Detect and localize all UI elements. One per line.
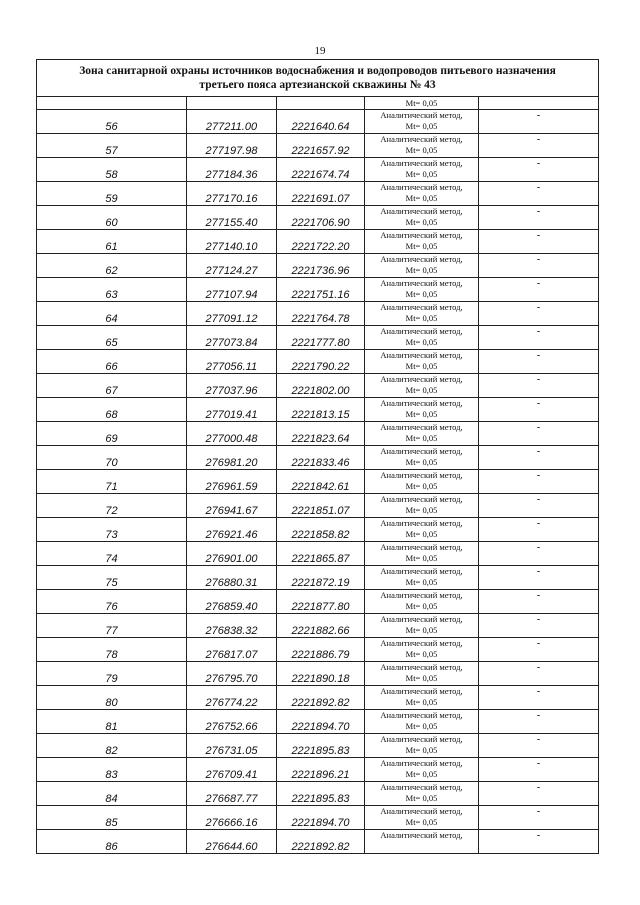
method-cell xyxy=(365,422,479,446)
method-cell xyxy=(365,494,479,518)
table-row xyxy=(37,110,599,134)
point-number-cell: 63 xyxy=(37,278,187,302)
method-cell xyxy=(365,350,479,374)
x-coordinate-cell: 276921.46 xyxy=(187,518,277,542)
precision-label: Mt= 0,05 xyxy=(405,720,438,731)
y-coordinate-cell: 2221865.87 xyxy=(277,542,365,566)
table-row xyxy=(37,158,599,182)
point-number-cell: 81 xyxy=(37,710,187,734)
y-coordinate-cell: 2221674.74 xyxy=(277,158,365,182)
point-number-cell: 60 xyxy=(37,206,187,230)
precision-label: Mt= 0,05 xyxy=(405,432,438,443)
table-row xyxy=(37,398,599,422)
y-coordinate-cell: 2221736.96 xyxy=(277,254,365,278)
precision-label: Mt= 0,05 xyxy=(405,528,438,539)
precision-label: Mt= 0,05 xyxy=(405,576,438,587)
tolerance-cell: - xyxy=(479,638,599,662)
method-label: Аналитический метод, xyxy=(380,614,463,624)
x-coordinate-cell: 276644.60 xyxy=(187,830,277,854)
y-coordinate-cell: 2221722.20 xyxy=(277,230,365,254)
method-label: Аналитический метод, xyxy=(380,326,463,336)
method-cell xyxy=(365,182,479,206)
tolerance-cell: - xyxy=(479,182,599,206)
x-coordinate-cell: 276687.77 xyxy=(187,782,277,806)
method-label: Аналитический метод, xyxy=(380,350,463,360)
method-cell xyxy=(365,134,479,158)
point-number-cell: 80 xyxy=(37,686,187,710)
y-coordinate-cell: 2221851.07 xyxy=(277,494,365,518)
tolerance-cell: - xyxy=(479,326,599,350)
y-coordinate-cell: 2221833.46 xyxy=(277,446,365,470)
precision-label: Mt= 0,05 xyxy=(405,240,438,251)
x-coordinate-cell: 276941.67 xyxy=(187,494,277,518)
precision-label: Mt= 0,05 xyxy=(405,456,438,467)
x-coordinate-cell: 277197.98 xyxy=(187,134,277,158)
point-number-cell: 62 xyxy=(37,254,187,278)
method-label: Аналитический метод, xyxy=(380,254,463,264)
table-row xyxy=(37,254,599,278)
table-row xyxy=(37,614,599,638)
method-label: Аналитический метод, xyxy=(380,662,463,672)
method-cell xyxy=(365,590,479,614)
precision-label: Mt= 0,05 xyxy=(405,264,438,275)
tolerance-cell: - xyxy=(479,662,599,686)
x-coordinate-cell: 277170.16 xyxy=(187,182,277,206)
table-row xyxy=(37,278,599,302)
precision-label: Mt= 0,05 xyxy=(405,696,438,707)
tolerance-cell: - xyxy=(479,110,599,134)
method-cell xyxy=(365,542,479,566)
point-number-cell: 79 xyxy=(37,662,187,686)
precision-label: Mt= 0,05 xyxy=(405,288,438,299)
x-coordinate-cell: 276752.66 xyxy=(187,710,277,734)
x-coordinate-cell: 276817.07 xyxy=(187,638,277,662)
tolerance-cell: - xyxy=(479,686,599,710)
precision-label: Mt= 0,05 xyxy=(405,480,438,491)
point-number-cell: 56 xyxy=(37,110,187,134)
table-row xyxy=(37,734,599,758)
x-coordinate-cell: 276666.16 xyxy=(187,806,277,830)
method-cell xyxy=(365,662,479,686)
point-number-cell: 82 xyxy=(37,734,187,758)
method-cell xyxy=(365,230,479,254)
method-label: Аналитический метод, xyxy=(380,806,463,816)
method-label: Аналитический метод, xyxy=(380,542,463,552)
point-number-cell: 75 xyxy=(37,566,187,590)
point-number-cell: 65 xyxy=(37,326,187,350)
y-coordinate-cell: 2221895.83 xyxy=(277,734,365,758)
precision-label: Mt= 0,05 xyxy=(405,768,438,779)
table-row xyxy=(37,374,599,398)
table-row xyxy=(37,182,599,206)
x-coordinate-cell: 276961.59 xyxy=(187,470,277,494)
method-cell xyxy=(365,710,479,734)
x-coordinate-cell: 276901.00 xyxy=(187,542,277,566)
precision-label: Mt= 0,05 xyxy=(405,168,438,179)
tolerance-cell: - xyxy=(479,758,599,782)
point-number-cell: 85 xyxy=(37,806,187,830)
point-number-cell: 67 xyxy=(37,374,187,398)
y-coordinate-cell: 2221813.15 xyxy=(277,398,365,422)
precision-label: Mt= 0,05 xyxy=(405,600,438,611)
y-coordinate-cell: 2221691.07 xyxy=(277,182,365,206)
tolerance-cell: - xyxy=(479,230,599,254)
precision-label: Mt= 0,05 xyxy=(405,408,438,419)
point-number-cell: 58 xyxy=(37,158,187,182)
table-row xyxy=(37,566,599,590)
table-row xyxy=(37,590,599,614)
continued-num-cell xyxy=(37,97,187,110)
x-coordinate-cell: 277019.41 xyxy=(187,398,277,422)
x-coordinate-cell: 277000.48 xyxy=(187,422,277,446)
precision-label: Mt= 0,05 xyxy=(405,624,438,635)
table-row xyxy=(37,230,599,254)
x-coordinate-cell: 276981.20 xyxy=(187,446,277,470)
method-label: Аналитический метод, xyxy=(380,158,463,168)
method-cell xyxy=(365,734,479,758)
precision-label: Mt= 0,05 xyxy=(405,312,438,323)
tolerance-cell: - xyxy=(479,254,599,278)
precision-label: Mt= 0,05 xyxy=(405,504,438,515)
x-coordinate-cell: 277037.96 xyxy=(187,374,277,398)
y-coordinate-cell: 2221877.80 xyxy=(277,590,365,614)
y-coordinate-cell: 2221886.79 xyxy=(277,638,365,662)
y-coordinate-cell: 2221892.82 xyxy=(277,686,365,710)
point-number-cell: 66 xyxy=(37,350,187,374)
y-coordinate-cell: 2221790.22 xyxy=(277,350,365,374)
table-row xyxy=(37,710,599,734)
method-cell xyxy=(365,782,479,806)
tolerance-cell: - xyxy=(479,806,599,830)
table-row xyxy=(37,758,599,782)
precision-label: Mt= 0,05 xyxy=(405,816,438,827)
point-number-cell: 59 xyxy=(37,182,187,206)
tolerance-cell: - xyxy=(479,302,599,326)
table-title xyxy=(37,60,599,97)
tolerance-cell: - xyxy=(479,830,599,854)
method-label: Аналитический метод, xyxy=(380,110,463,120)
x-coordinate-cell: 277184.36 xyxy=(187,158,277,182)
point-number-cell: 72 xyxy=(37,494,187,518)
y-coordinate-cell: 2221895.83 xyxy=(277,782,365,806)
continued-tolerance-cell xyxy=(479,97,599,110)
x-coordinate-cell: 277056.11 xyxy=(187,350,277,374)
point-number-cell: 86 xyxy=(37,830,187,854)
table-row xyxy=(37,350,599,374)
table-row xyxy=(37,830,599,854)
method-cell xyxy=(365,638,479,662)
table-row xyxy=(37,494,599,518)
method-cell xyxy=(365,398,479,422)
x-coordinate-cell: 276731.05 xyxy=(187,734,277,758)
method-label: Аналитический метод, xyxy=(380,566,463,576)
precision-label: Mt= 0,05 xyxy=(405,216,438,227)
method-cell xyxy=(365,758,479,782)
tolerance-cell: - xyxy=(479,710,599,734)
table-row xyxy=(37,134,599,158)
x-coordinate-cell: 276774.22 xyxy=(187,686,277,710)
table-row xyxy=(37,782,599,806)
table-row xyxy=(37,302,599,326)
y-coordinate-cell: 2221882.66 xyxy=(277,614,365,638)
x-coordinate-cell: 277155.40 xyxy=(187,206,277,230)
table-title-line-1: Зона санитарной охраны источников водоснабжения и водопроводов питьевого назначения xyxy=(79,65,556,77)
method-cell xyxy=(365,446,479,470)
x-coordinate-cell: 277107.94 xyxy=(187,278,277,302)
precision-label: Mt= 0,05 xyxy=(405,648,438,659)
point-number-cell: 78 xyxy=(37,638,187,662)
method-label: Аналитический метод, xyxy=(380,134,463,144)
y-coordinate-cell: 2221890.18 xyxy=(277,662,365,686)
method-label: Аналитический метод, xyxy=(380,830,463,840)
method-cell xyxy=(365,206,479,230)
x-coordinate-cell: 276838.32 xyxy=(187,614,277,638)
y-coordinate-cell: 2221657.92 xyxy=(277,134,365,158)
x-coordinate-cell: 276859.40 xyxy=(187,590,277,614)
y-coordinate-cell: 2221640.64 xyxy=(277,110,365,134)
coordinates-table xyxy=(36,59,599,854)
method-cell xyxy=(365,566,479,590)
point-number-cell: 64 xyxy=(37,302,187,326)
tolerance-cell: - xyxy=(479,590,599,614)
y-coordinate-cell: 2221892.82 xyxy=(277,830,365,854)
x-coordinate-cell: 277211.00 xyxy=(187,110,277,134)
precision-label: Mt= 0,05 xyxy=(405,792,438,803)
method-label: Аналитический метод, xyxy=(380,446,463,456)
y-coordinate-cell: 2221896.21 xyxy=(277,758,365,782)
table-row xyxy=(37,638,599,662)
method-label: Аналитический метод, xyxy=(380,518,463,528)
method-label: Аналитический метод, xyxy=(380,638,463,648)
continued-y-cell xyxy=(277,97,365,110)
method-label: Аналитический метод, xyxy=(380,710,463,720)
point-number-cell: 83 xyxy=(37,758,187,782)
method-cell xyxy=(365,830,479,854)
table-row xyxy=(37,662,599,686)
tolerance-cell: - xyxy=(479,206,599,230)
method-cell xyxy=(365,614,479,638)
precision-label: Mt= 0,05 xyxy=(405,552,438,563)
tolerance-cell: - xyxy=(479,566,599,590)
precision-label: Mt= 0,05 xyxy=(405,192,438,203)
method-cell xyxy=(365,470,479,494)
continued-precision-cell: Mt= 0,05 xyxy=(365,97,479,110)
tolerance-cell: - xyxy=(479,614,599,638)
method-label: Аналитический метод, xyxy=(380,398,463,408)
tolerance-cell: - xyxy=(479,446,599,470)
point-number-cell: 68 xyxy=(37,398,187,422)
method-cell xyxy=(365,110,479,134)
method-cell xyxy=(365,302,479,326)
method-label: Аналитический метод, xyxy=(380,182,463,192)
tolerance-cell: - xyxy=(479,398,599,422)
table-row xyxy=(37,326,599,350)
x-coordinate-cell: 276709.41 xyxy=(187,758,277,782)
tolerance-cell: - xyxy=(479,374,599,398)
method-label: Аналитический метод, xyxy=(380,782,463,792)
table-row xyxy=(37,422,599,446)
method-cell xyxy=(365,806,479,830)
method-label: Аналитический метод, xyxy=(380,686,463,696)
tolerance-cell: - xyxy=(479,542,599,566)
method-label: Аналитический метод, xyxy=(380,734,463,744)
tolerance-cell: - xyxy=(479,494,599,518)
tolerance-cell: - xyxy=(479,518,599,542)
precision-label: Mt= 0,05 xyxy=(405,336,438,347)
table-title-row xyxy=(37,60,599,97)
precision-label: Mt= 0,05 xyxy=(405,120,438,131)
table-title-line-2: третьего пояса артезианской скважины № 43 xyxy=(199,79,436,91)
point-number-cell: 69 xyxy=(37,422,187,446)
method-label: Аналитический метод, xyxy=(380,470,463,480)
table-row xyxy=(37,206,599,230)
point-number-cell: 61 xyxy=(37,230,187,254)
method-cell xyxy=(365,158,479,182)
method-cell xyxy=(365,326,479,350)
x-coordinate-cell: 276880.31 xyxy=(187,566,277,590)
x-coordinate-cell: 277140.10 xyxy=(187,230,277,254)
method-label: Аналитический метод, xyxy=(380,494,463,504)
point-number-cell: 74 xyxy=(37,542,187,566)
y-coordinate-cell: 2221872.19 xyxy=(277,566,365,590)
table-row xyxy=(37,806,599,830)
method-label: Аналитический метод, xyxy=(380,302,463,312)
precision-label: Mt= 0,05 xyxy=(405,144,438,155)
method-cell xyxy=(365,686,479,710)
point-number-cell: 71 xyxy=(37,470,187,494)
y-coordinate-cell: 2221858.82 xyxy=(277,518,365,542)
y-coordinate-cell: 2221751.16 xyxy=(277,278,365,302)
method-label: Аналитический метод, xyxy=(380,422,463,432)
tolerance-cell: - xyxy=(479,782,599,806)
point-number-cell: 76 xyxy=(37,590,187,614)
x-coordinate-cell: 277124.27 xyxy=(187,254,277,278)
method-label: Аналитический метод, xyxy=(380,374,463,384)
y-coordinate-cell: 2221706.90 xyxy=(277,206,365,230)
x-coordinate-cell: 276795.70 xyxy=(187,662,277,686)
tolerance-cell: - xyxy=(479,422,599,446)
tolerance-cell: - xyxy=(479,734,599,758)
method-label: Аналитический метод, xyxy=(380,278,463,288)
table-row xyxy=(37,470,599,494)
tolerance-cell: - xyxy=(479,278,599,302)
y-coordinate-cell: 2221842.61 xyxy=(277,470,365,494)
y-coordinate-cell: 2221894.70 xyxy=(277,806,365,830)
point-number-cell: 84 xyxy=(37,782,187,806)
point-number-cell: 77 xyxy=(37,614,187,638)
method-cell xyxy=(365,254,479,278)
tolerance-cell: - xyxy=(479,158,599,182)
method-cell xyxy=(365,518,479,542)
y-coordinate-cell: 2221823.64 xyxy=(277,422,365,446)
method-cell xyxy=(365,374,479,398)
method-label: Аналитический метод, xyxy=(380,206,463,216)
point-number-cell: 73 xyxy=(37,518,187,542)
y-coordinate-cell: 2221777.80 xyxy=(277,326,365,350)
y-coordinate-cell: 2221764.78 xyxy=(277,302,365,326)
method-label: Аналитический метод, xyxy=(380,590,463,600)
point-number-cell: 70 xyxy=(37,446,187,470)
method-label: Аналитический метод, xyxy=(380,230,463,240)
precision-label: Mt= 0,05 xyxy=(405,672,438,683)
method-label: Аналитический метод, xyxy=(380,758,463,768)
precision-label: Mt= 0,05 xyxy=(405,744,438,755)
x-coordinate-cell: 277073.84 xyxy=(187,326,277,350)
tolerance-cell: - xyxy=(479,470,599,494)
page-number: 19 xyxy=(314,45,326,57)
continued-row xyxy=(37,97,599,110)
tolerance-cell: - xyxy=(479,350,599,374)
table-row xyxy=(37,686,599,710)
y-coordinate-cell: 2221802.00 xyxy=(277,374,365,398)
precision-label: Mt= 0,05 xyxy=(405,384,438,395)
tolerance-cell: - xyxy=(479,134,599,158)
x-coordinate-cell: 277091.12 xyxy=(187,302,277,326)
precision-label: Mt= 0,05 xyxy=(405,360,438,371)
table-row xyxy=(37,542,599,566)
y-coordinate-cell: 2221894.70 xyxy=(277,710,365,734)
continued-x-cell xyxy=(187,97,277,110)
table-row xyxy=(37,446,599,470)
table-row xyxy=(37,518,599,542)
point-number-cell: 57 xyxy=(37,134,187,158)
method-cell xyxy=(365,278,479,302)
